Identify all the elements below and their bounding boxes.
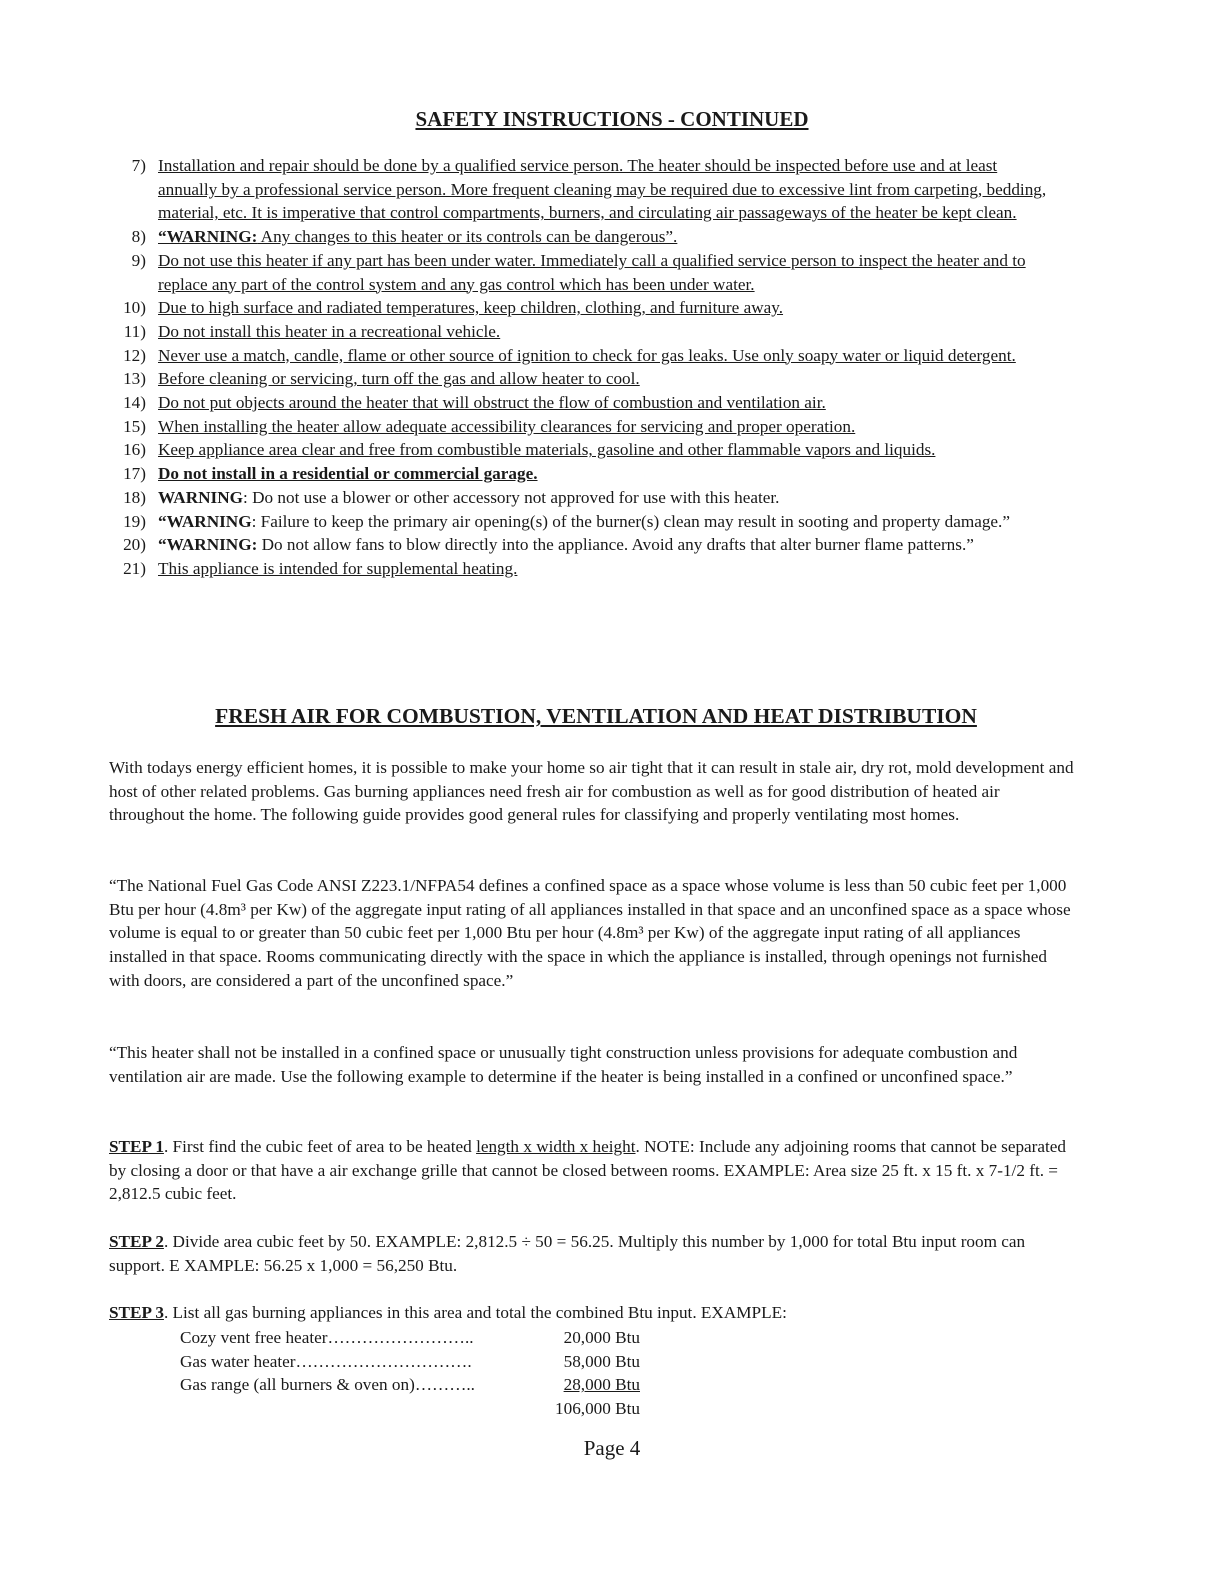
safety-list-item	[0, 415, 1224, 439]
item-number: 20)	[123, 535, 146, 555]
item-body: Before cleaning or servicing, turn off the gas and allow heater to cool.	[158, 369, 640, 389]
step-2-text: . Divide area cubic feet by 50. EXAMPLE: 2,812.5 ÷ 50 = 56.25. Multiply this number by 1,000 for total Btu input room can support. E XAMPLE: 56.25 x 1,000 = 56,250 Btu.	[109, 1232, 1026, 1275]
appliance-row	[180, 1350, 640, 1374]
item-text	[158, 533, 1058, 557]
step-3-label: STEP 3	[109, 1303, 164, 1322]
item-number: 14)	[123, 393, 146, 413]
safety-list-item	[0, 510, 1224, 534]
appliance-name: Gas range (all burners & oven on)………..	[180, 1375, 475, 1395]
safety-list-item	[0, 320, 1224, 344]
step-1-text-pre: . First find the cubic feet of area to be heated	[163, 1137, 477, 1156]
safety-list-item	[0, 438, 1224, 462]
appliance-name: Cozy vent free heater……………………..	[180, 1328, 474, 1347]
code-definition-paragraph: “The National Fuel Gas Code ANSI Z223.1/NFPA54 defines a confined space as a space whose volume is less than 50 cubic feet per 1,000 Btu per hour (4.8m³ per Kw) of the aggregate input rating of all appliances installed in that space and an unconfined space as a space whose volume is equal to or greater than 50 cubic feet per 1,000 Btu per hour (4.8m³ per Kw) of the aggregate input rating of all appliances installed in that space. Rooms communicating directly with the space in which the appliance is installed, through openings not furnished with doors, are considered a part of the unconfined space.”	[109, 876, 1071, 990]
step-2-label: STEP 2	[109, 1232, 164, 1251]
appliance-btu: 20,000 Btu	[563, 1328, 640, 1347]
item-body: Keep appliance area clear and free from combustible materials, gasoline and other flammable vapors and liquids.	[158, 440, 936, 460]
appliance-btu: 28,000 Btu	[563, 1375, 640, 1395]
item-text	[158, 438, 1058, 462]
item-number: 19)	[123, 511, 146, 531]
item-body: Do not allow fans to blow directly into the appliance. Avoid any drafts that alter burner flame patterns.”	[257, 535, 974, 555]
item-number: 21)	[123, 558, 146, 578]
item-number: 8)	[131, 227, 146, 247]
item-body: : Failure to keep the primary air opening(s) of the burner(s) clean may result in sooting and property damage.”	[251, 511, 1010, 531]
item-body: When installing the heater allow adequate accessibility clearances for servicing and proper operation.	[158, 416, 856, 436]
item-body: Any changes to this heater or its controls can be dangerous”.	[257, 227, 678, 247]
appliance-name: Gas water heater………………………….	[180, 1351, 472, 1371]
item-text	[158, 415, 1058, 439]
appliance-row	[180, 1373, 640, 1397]
item-text	[158, 486, 1058, 510]
item-number: 13)	[123, 369, 146, 389]
item-text	[158, 296, 1058, 320]
item-body: Due to high surface and radiated temperatures, keep children, clothing, and furniture away.	[158, 298, 784, 318]
safety-list-item	[0, 249, 1224, 296]
safety-list-item	[0, 533, 1224, 557]
intro-paragraph: With todays energy efficient homes, it is possible to make your home so air tight that it can result in stale air, dry rot, mold development and host of other related problems. Gas burning appliances need fresh air for combustion as well as for good distribution of heated air throughout the home. The following guide provides good general rules for classifying and properly ventilating most homes.	[109, 758, 1074, 825]
item-number: 18)	[123, 487, 146, 507]
item-body: Never use a match, candle, flame or other source of ignition to check for gas leaks. Use only soapy water or liquid detergent.	[158, 345, 1016, 365]
item-body: Do not use this heater if any part has been under water. Immediately call a qualified service person to inspect the heater and to replace any part of the control system and any gas control which has been under water.	[158, 250, 1026, 294]
step-1-label: STEP 1	[109, 1137, 164, 1156]
item-text	[158, 225, 1058, 249]
item-text	[158, 320, 1058, 344]
step-2	[109, 1230, 1077, 1277]
step-3	[109, 1301, 1077, 1325]
appliance-btu: 58,000 Btu	[563, 1351, 640, 1371]
item-body: Do not install in a residential or commercial garage.	[158, 464, 538, 484]
item-text	[158, 344, 1058, 368]
item-body: This appliance is intended for supplemental heating.	[158, 558, 518, 578]
confined-space-paragraph: “This heater shall not be installed in a confined space or unusually tight construction unless provisions for adequate combustion and ventilation air are made. Use the following example to determine if the heater is being installed in a confined or unconfined space.”	[109, 1043, 1018, 1086]
warning-label: “WARNING:	[158, 535, 258, 555]
item-body: Do not install this heater in a recreational vehicle.	[158, 321, 501, 341]
item-text	[158, 154, 1058, 225]
safety-list-item	[0, 154, 1224, 225]
safety-list-item	[0, 462, 1224, 486]
warning-label: WARNING	[158, 487, 243, 507]
item-number: 10)	[123, 298, 146, 318]
item-body: Installation and repair should be done by a qualified service person. The heater should be inspected before use and at least annually by a professional service person. More frequent cleaning may be required due to excessive lint from carpeting, bedding, material, etc. It is imperative that control compartments, burners, and circulating air passageways of the heater be kept clean.	[158, 156, 1047, 223]
section-heading-safety: SAFETY INSTRUCTIONS - CONTINUED	[415, 107, 809, 131]
section-heading-fresh-air: FRESH AIR FOR COMBUSTION, VENTILATION AND HEAT DISTRIBUTION	[215, 704, 977, 728]
item-number: 15)	[123, 416, 146, 436]
item-body: : Do not use a blower or other accessory not approved for use with this heater.	[243, 487, 780, 507]
warning-label: “WARNING:	[158, 227, 258, 247]
item-number: 17)	[123, 464, 146, 484]
item-number: 9)	[131, 250, 146, 270]
step-1-text-post: . NOTE: Include any adjoining rooms that cannot be separated by closing a door or that have a air exchange grille that cannot be closed between rooms. EXAMPLE: Area size 25 ft. x 15 ft. x 7-1/2 ft. = 2,812.5 cubic feet.	[109, 1137, 1067, 1204]
safety-list	[0, 154, 1224, 581]
page-number: Page 4	[583, 1436, 641, 1460]
item-text	[158, 391, 1058, 415]
item-text	[158, 367, 1058, 391]
item-number: 11)	[123, 321, 146, 341]
appliance-row	[180, 1326, 640, 1350]
item-number: 7)	[131, 156, 146, 175]
item-text	[158, 557, 1058, 581]
step-1-formula: length x width x height	[476, 1137, 636, 1156]
step-1	[109, 1135, 1077, 1206]
safety-list-item	[0, 557, 1224, 581]
warning-label: “WARNING	[158, 511, 252, 531]
item-body: Do not put objects around the heater that will obstruct the flow of combustion and ventilation air.	[158, 393, 826, 413]
safety-list-item	[0, 367, 1224, 391]
total-btu: 106,000 Btu	[555, 1399, 640, 1419]
safety-list-item	[0, 391, 1224, 415]
item-text	[158, 462, 1058, 486]
step-3-text: . List all gas burning appliances in this area and total the combined Btu input. EXAMPLE:	[163, 1303, 787, 1322]
safety-list-item	[0, 486, 1224, 510]
safety-list-item	[0, 344, 1224, 368]
item-text	[158, 249, 1058, 296]
safety-list-item	[0, 225, 1224, 249]
item-number: 16)	[123, 440, 146, 460]
safety-list-item	[0, 296, 1224, 320]
item-text	[158, 510, 1058, 534]
appliance-table	[180, 1326, 640, 1421]
total-row	[180, 1397, 640, 1421]
item-number: 12)	[123, 345, 146, 365]
